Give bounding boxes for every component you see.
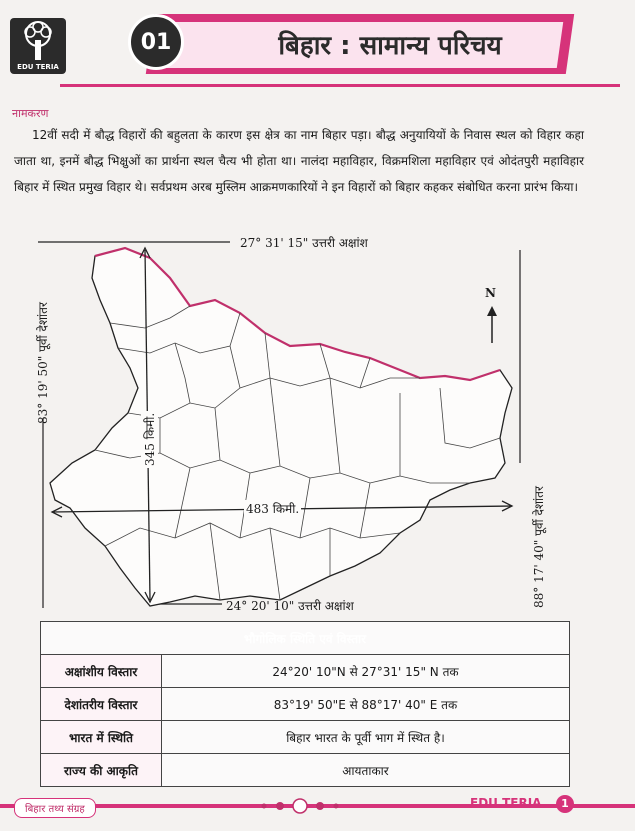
east-longitude-label: 88° 17' 40" पूर्वी देशांतर xyxy=(532,486,546,608)
dots-decoration-icon xyxy=(258,796,348,816)
logo-text: EDU TERIA xyxy=(17,63,59,71)
row-label: देशांतरीय विस्तार xyxy=(41,688,162,721)
page-header xyxy=(0,0,635,92)
row-value: 83°19' 50"E से 88°17' 40" E तक xyxy=(162,688,570,721)
table-row xyxy=(41,721,570,754)
bihar-map xyxy=(0,228,635,618)
north-latitude-label: 27° 31' 15" उत्तरी अक्षांश xyxy=(240,236,368,250)
west-longitude-label: 83° 19' 50" पूर्वी देशांतर xyxy=(36,302,50,424)
table-title: भौगोलिक स्थिति एवं विस्तार xyxy=(41,622,570,655)
ew-distance-label: 483 किमी. xyxy=(246,502,300,516)
row-value: 24°20' 10"N से 27°31' 15" N तक xyxy=(162,655,570,688)
row-label: भारत में स्थिति xyxy=(41,721,162,754)
table-row xyxy=(41,754,570,787)
tree-icon xyxy=(10,18,66,62)
row-label: राज्य की आकृति xyxy=(41,754,162,787)
footer-brand: EDU TERIA xyxy=(470,796,542,810)
table-row xyxy=(41,655,570,688)
row-value: आयताकार xyxy=(162,754,570,787)
section-heading: नामकरण xyxy=(12,107,49,120)
page-number: 1 xyxy=(556,795,574,813)
section-paragraph: 12वीं सदी में बौद्ध विहारों की बहुलता के कारण इस क्षेत्र का नाम बिहार पड़ा। बौद्ध अनुयायियों के निवास स्थल को विहार कहा जाता था, इनमें बौद्ध भिक्षुओं का प्रार्थना स्थल चैत्य भी होता था। नालंदा महाविहार, विक्रमशिला महाविहार एवं ओदंतपुरी महाविहार बिहार में स्थित प्रमुख विहार थे। सर्वप्रथम अरब मुस्लिम आक्रमणकारियों ने इन विहारों को बिहार कहकर संबोधित करना प्रारंभ किया। xyxy=(14,128,584,194)
table-row xyxy=(41,688,570,721)
page-footer xyxy=(0,792,635,831)
geography-table xyxy=(40,621,570,787)
north-arrow-icon xyxy=(487,306,497,343)
row-value: बिहार भारत के पूर्वी भाग में स्थित है। xyxy=(162,721,570,754)
south-latitude-label: 24° 20' 10" उत्तरी अक्षांश xyxy=(226,599,354,613)
logo xyxy=(10,18,66,74)
north-label: N xyxy=(485,286,496,300)
footer-book-title: बिहार तथ्य संग्रह xyxy=(14,798,96,818)
row-label: अक्षांशीय विस्तार xyxy=(41,655,162,688)
chapter-number: 01 xyxy=(128,14,184,70)
chapter-title: बिहार : सामान्य परिचय xyxy=(278,31,502,61)
header-divider xyxy=(60,84,620,87)
ns-distance-label: 345 किमी. xyxy=(143,412,157,466)
